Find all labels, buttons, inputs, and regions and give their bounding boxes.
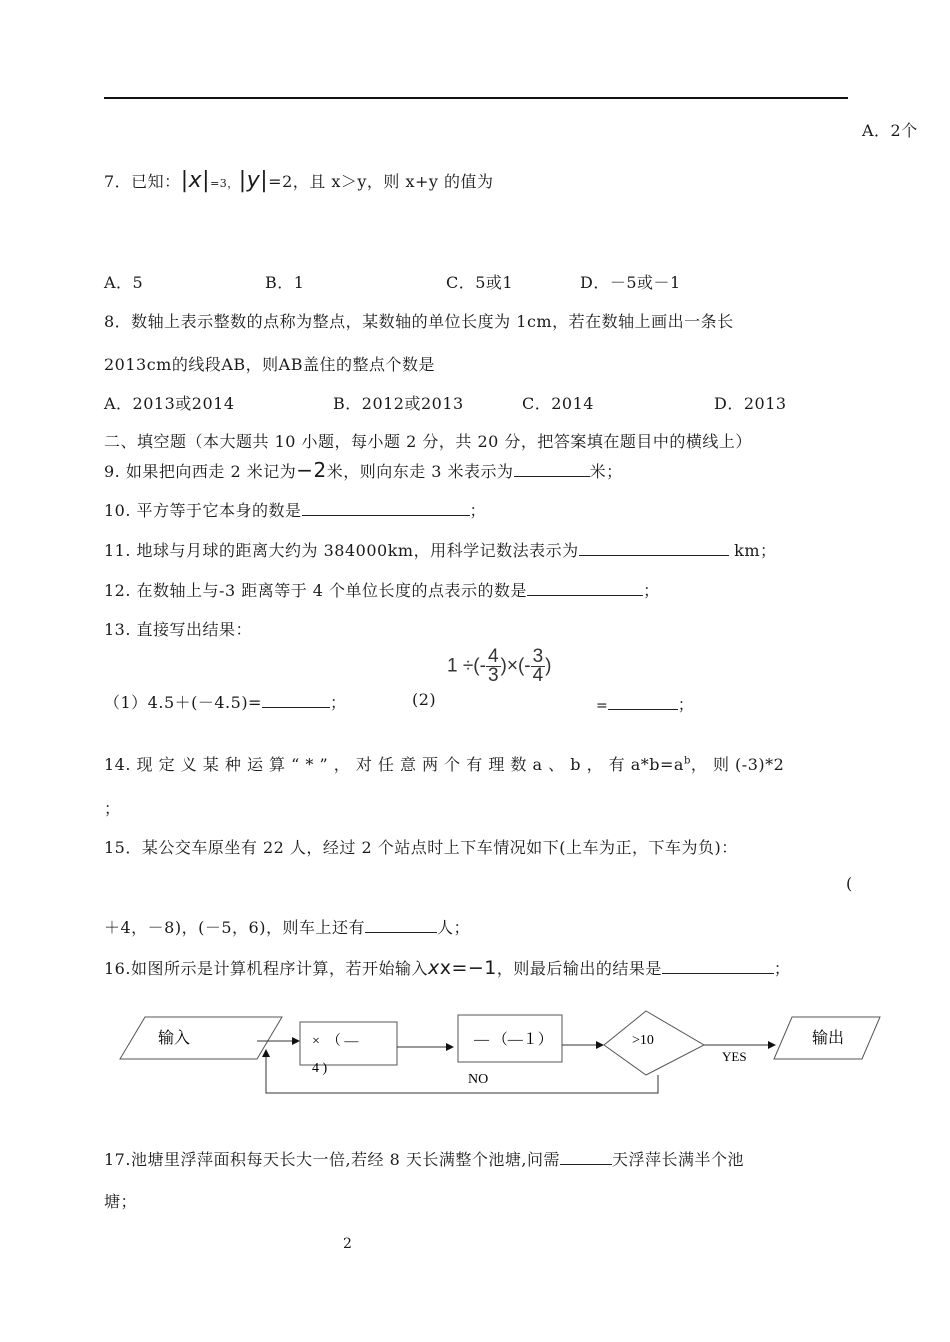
q13-part1: （1）4.5＋(－4.5)= ； (104, 693, 347, 712)
fraction-4-3: $\frac{4}{3}$ (487, 646, 499, 686)
q7-prefix: 7．已知： (104, 172, 181, 191)
abs-y: |y| (238, 168, 269, 193)
arrow-head (292, 1037, 300, 1045)
q17-answer-blank[interactable] (560, 1150, 612, 1165)
q7-option-c: C．5或1 (446, 273, 514, 292)
multiply-label-b: 4 ) (312, 1061, 328, 1076)
question-17: 17.池塘里浮萍面积每天长大一倍,若经 8 天长满整个池塘,问需 天浮萍长满半个池 (104, 1150, 744, 1169)
yes-label: YES (722, 1049, 747, 1064)
input-label: 输入 (158, 1030, 191, 1047)
q13-part2-answer: = ； (596, 695, 694, 714)
q10-answer-blank[interactable] (302, 501, 470, 516)
q8-option-b: B．2012或2013 (333, 394, 464, 413)
q15-answer-blank[interactable] (365, 918, 437, 933)
question-12: 12. 在数轴上与-3 距离等于 4 个单位长度的点表示的数是 ； (104, 581, 660, 600)
q13-part2-blank[interactable] (608, 695, 678, 710)
q15-line2: ＋4，－8)，(－5，6)，则车上还有 人； (104, 918, 470, 937)
question-14: 14. 现 定 义 某 种 运 算 “ * ” ， 对 任 意 两 个 有 理 数 a 、 b ， 有 $a*b=a^b$， 则 (-3)*2 (104, 755, 785, 774)
q8-option-a: A．2013或2014 (104, 394, 235, 413)
q8-line1: 8．数轴上表示整数的点称为整点，某数轴的单位长度为 1cm，若在数轴上画出一条长 (104, 312, 734, 331)
top-option-a: A．2个 (862, 121, 918, 140)
q16-x-value: xx=−1 (427, 957, 497, 979)
fraction-3-4: $\frac{3}{4}$ (532, 646, 544, 686)
condition-label: >10 (632, 1033, 654, 1048)
question-13-title: 13. 直接写出结果： (104, 620, 253, 639)
abs-x: |x| (180, 168, 211, 193)
question-10: 10. 平方等于它本身的数是 ； (104, 501, 487, 520)
question-16: 16.如图所示是计算机程序计算，若开始输入xx=−1，则最后输出的结果是 ； (104, 957, 791, 979)
section-2-heading: 二、填空题（本大题共 10 小题，每小题 2 分，共 20 分，把答案填在题目中的横线上） (104, 432, 752, 451)
question-11: 11. 地球与月球的距离大约为 384000km，用科学记数法表示为 km； (104, 541, 777, 560)
q12-answer-blank[interactable] (527, 581, 643, 596)
q8-line2: 2013cm的线段AB，则AB盖住的整点个数是 (104, 355, 435, 374)
q8-option-c: C．2014 (522, 394, 594, 413)
question-9: 9. 如果把向西走 2 米记为−2米，则向东走 3 米表示为 米； (104, 458, 623, 482)
q13-part1-blank[interactable] (262, 693, 330, 708)
q9-answer-blank[interactable] (514, 462, 590, 477)
q7-option-a: A．5 (104, 273, 144, 292)
q17-line2: 塘； (104, 1192, 138, 1211)
q15-line1: 15．某公交车原坐有 22 人，经过 2 个站点时上下车情况如下(上车为正，下车为负)： (104, 838, 738, 857)
q11-answer-blank[interactable] (579, 541, 729, 556)
multiply-label-a: × （ — (312, 1034, 359, 1049)
input-parallelogram (120, 1017, 282, 1059)
q7-eq1: =3， (210, 177, 239, 190)
q7-option-b: B．1 (265, 273, 305, 292)
q7-option-d: D．－5或－1 (580, 273, 681, 292)
q15-paren: ( (846, 874, 853, 893)
q14-line2: ； (104, 799, 121, 818)
q13-part2-label: (2) (412, 690, 437, 709)
q8-option-d: D．2013 (714, 394, 787, 413)
question-7 (104, 168, 494, 193)
q13-expression: 1 ÷(- $\frac{4}{3}$ )×(- $\frac{3}{4}$ ) (447, 646, 552, 686)
q16-answer-blank[interactable] (662, 959, 774, 974)
subtract-label: — （—１） (474, 1032, 553, 1048)
header-rule (104, 97, 848, 99)
no-label: NO (468, 1072, 489, 1087)
condition-diamond (604, 1011, 704, 1075)
page-number: 2 (343, 1236, 352, 1252)
q9-neg2: −2 (296, 458, 327, 482)
q7-eq2: =2，且 x＞y，则 x+y 的值为 (268, 172, 494, 191)
output-label: 输出 (812, 1030, 845, 1047)
program-flowchart (0, 1005, 950, 1105)
